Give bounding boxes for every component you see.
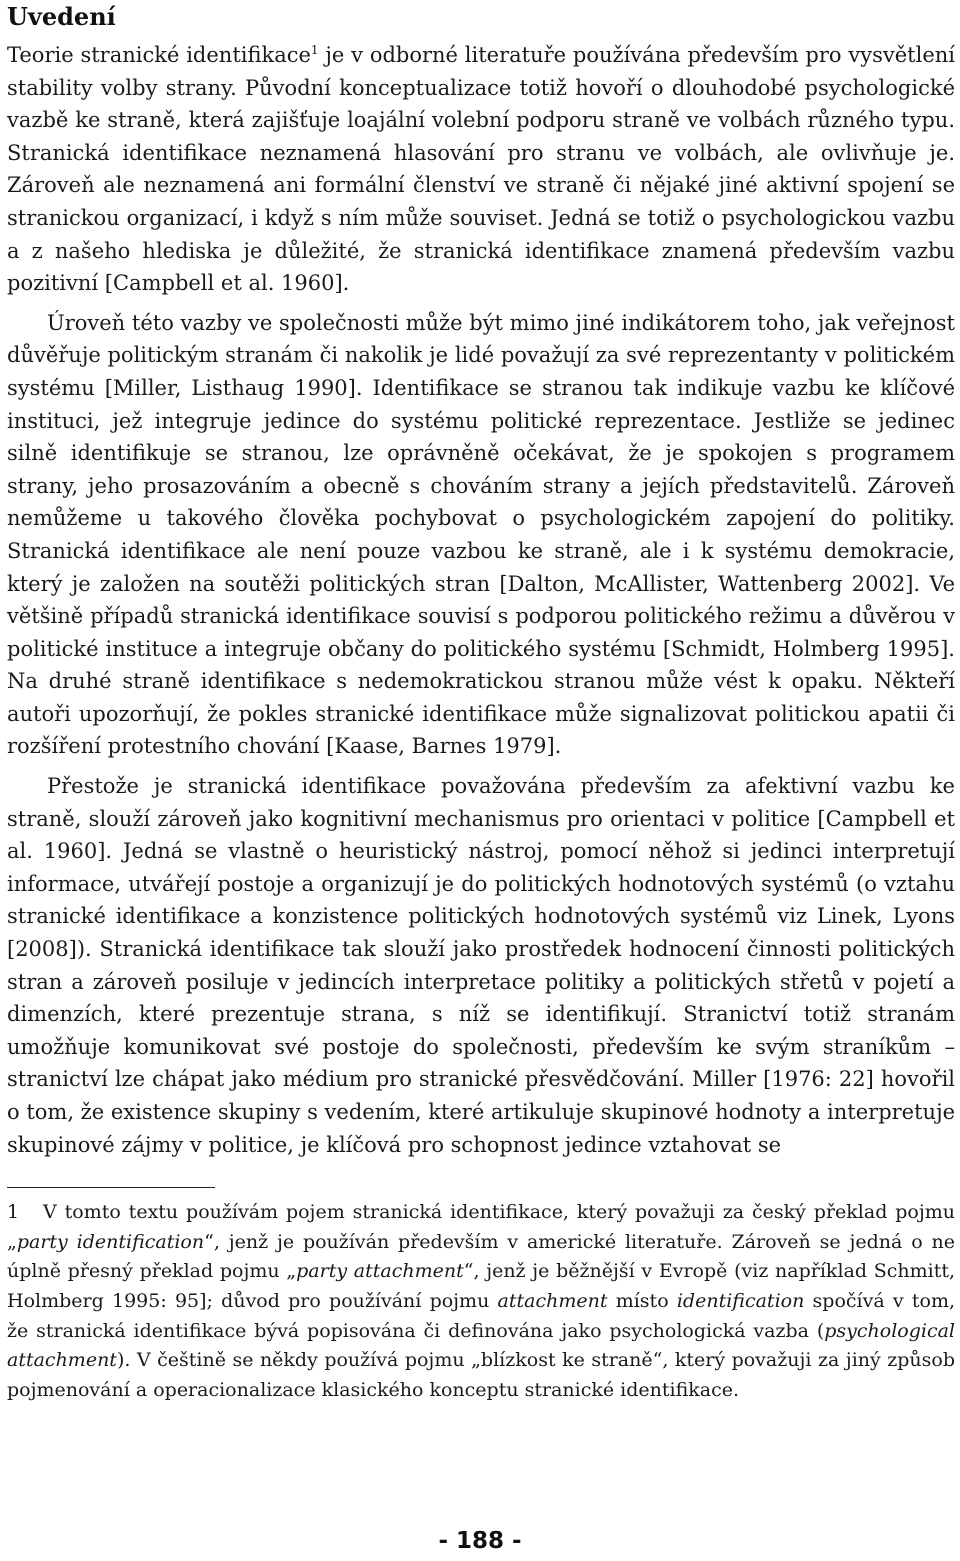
paragraph-2: Úroveň této vazby ve společnosti může být mimo jiné indikátorem toho, jak veřejnost důvěřuje politickým stranám či nakolik je lidé považují za své reprezentanty v politickém systému [Miller, Listhaug 1990]. Identifikace se stranou tak indikuje vazbu ke klíčové instituci, jež integruje jedince do systému politické reprezentace. Jestliže se jedinec silně identifikuje se stranou, lze oprávněně očekávat, že je spokojen s programem strany, jeho prosazováním a obecně s chováním strany a jejích představitelů. Zároveň nemůžeme u takového člověka pochybovat o psychologickém zapojení do politiky. Stranická identifikace ale není pouze vazbou ke straně, ale i k systému demokracie, který je založen na soutěži politických stran [Dalton, McAllister, Wattenberg 2002]. Ve většině případů stranická identifikace souvisí s podporou politického režimu a důvěrou v politické instituce a integruje občany do politického systému [Schmidt, Holmberg 1995]. Na druhé straně identifikace s nedemokratickou stranou může vést k opaku. Někteří autoři upozorňují, že pokles stranické identifikace může signalizovat politickou apatii či rozšíření protestního chování [Kaase, Barnes 1979]. (7, 310, 955, 759)
footnote-text-1: V tomto textu používám pojem stranická identifikace, který považuji za český překlad pojmu „ (7, 1201, 955, 1253)
footnote-text-2: “, jenž je používán především v americké literatuře. Zároveň se jedná o ne úplně přesný překlad pojmu „ (7, 1230, 955, 1283)
paragraph-1 (7, 39, 955, 300)
footnote-italic-4: identification (676, 1289, 805, 1312)
document-page (7, 0, 955, 1405)
footnote-italic-3: attachment (497, 1289, 608, 1312)
footnote-text-5: spočívá v tom, že stranická identifikace bývá popisována či definována jako psychologická vazba ( (7, 1289, 955, 1342)
footnote-text-3: “, jenž je běžnější v Evropě (viz například Schmitt, Holmberg 1995: 95]; důvod pro používání pojmu (7, 1260, 956, 1312)
footnote-italic-1: party identification (16, 1230, 205, 1253)
paragraph-1-text-b: je v odborné literatuře používána především pro vysvětlení stability volby strany. Původní konceptualizace totiž hovoří o dlouhodobé psychologické vazbě ke straně, která zajišťuje loajální volební podporu straně ve volbách různého typu. Stranická identifikace neznamená hlasování pro stranu ve volbách, ale ovlivňuje je. Zároveň ale neznamená ani formální členství ve straně či nějaké jiné aktivní spojení se stranickou organizací, i když s ním může souviset. Jedná se totiž o psychologickou vazbu a z našeho hlediska je důležité, že stranická identifikace znamená především vazbu pozitivní [Campbell et al. 1960]. (7, 43, 955, 296)
footnote-reference[interactable]: 1 (310, 43, 319, 57)
section-heading: Uvedení (7, 2, 116, 31)
footnote (7, 1198, 955, 1405)
footnote-text-4: místo (607, 1289, 677, 1312)
footnote-separator (7, 1187, 215, 1188)
footnote-italic-2: party attachment (296, 1260, 464, 1283)
paragraph-3: Přestože je stranická identifikace považována především za afektivní vazbu ke straně, slouží zároveň jako kognitivní mechanismus pro orientaci v politice [Campbell et al. 1960]. Jedná se vlastně o heuristický nástroj, pomocí něhož si jedinci interpretují informace, utvářejí postoje a organizují je do politických hodnotových systémů (o vztahu stranické identifikace a konzistence politických hodnotových systémů viz Linek, Lyons [2008]). Stranická identifikace tak slouží jako prostředek hodnocení činnosti politických stran a zároveň posiluje v jedincích interpretace politiky a politických střetů v pojetí a dimenzích, které prezentuje strana, s níž se identifikují. Stranictví totiž stranám umožňuje komunikovat své postoje do společnosti, především ke svým straníkům – stranictví lze chápat jako médium pro stranické přesvědčování. Miller [1976: 22] hovořil o tom, že existence skupiny s vedením, které artikuluje skupinové hodnoty a interpretuje skupinové zájmy v politice, je klíčová pro schopnost jedince vztahovat se (7, 774, 956, 1157)
footnote-text-6: ). V češtině se někdy používá pojmu „blízkost ke straně“, který považuji za jiný způsob pojmenování a operacionalizace klasického konceptu stranické identifikace. (7, 1349, 955, 1401)
footnote-italic-5: psychological attachment (7, 1319, 955, 1372)
paragraph-1-text-a: Teorie stranické identifikace (7, 43, 311, 67)
page-number: - 188 - (438, 1528, 522, 1554)
footnote-number: 1 (7, 1201, 20, 1224)
